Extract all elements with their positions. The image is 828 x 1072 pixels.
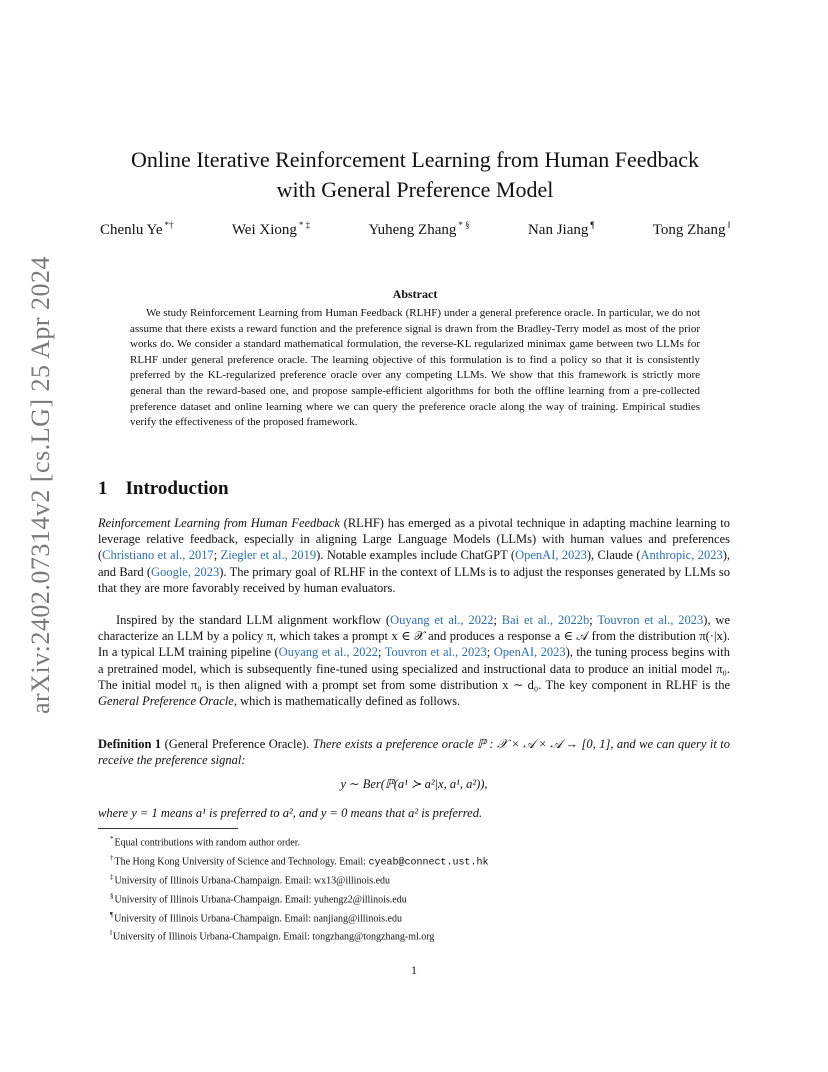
section-title: Introduction [125, 478, 229, 499]
text-run: Inspired by the standard LLM alignment workflow ( [116, 613, 391, 627]
definition-label: Definition 1 [98, 737, 162, 751]
arxiv-identifier-stamp [6, 255, 76, 715]
citation-link[interactable]: OpenAI, 2023 [493, 645, 566, 660]
footnote-item [110, 870, 710, 889]
footnote-text: University of Illinois Urbana-Champaign. Email: wx13@illinois.edu [114, 875, 391, 887]
text-run: ), we characterize an LLM by a policy π, which takes a prompt x ∈ 𝒳 and produces a response a ∈ 𝒜 from the distribution π(·|x). In a typical LLM training pipeline ( [98, 613, 730, 660]
citation-link[interactable]: Anthropic, 2023 [640, 548, 723, 563]
author-name: Tong Zhang [652, 222, 726, 238]
text-run: ; [213, 548, 221, 563]
author-marks: * § [458, 220, 470, 230]
citation-link[interactable]: Touvron et al., 2023 [597, 613, 704, 627]
author-name: Wei Xiong [231, 222, 297, 238]
author-marks: * ‡ [298, 220, 311, 230]
footnote-mark: ¶ [110, 910, 114, 919]
footnote-text: University of Illinois Urbana-Champaign. Email: nanjiang@illinois.edu [114, 912, 402, 924]
footnote-text: Equal contributions with random author order. [114, 837, 301, 849]
author-marks: *† [164, 220, 174, 230]
footnote-item [110, 889, 710, 908]
footnote-text: University of Illinois Urbana-Champaign. Email: tongzhang@tongzhang-ml.org [112, 931, 435, 943]
citation-link[interactable]: Ouyang et al., 2022 [390, 613, 494, 627]
footnotes [110, 832, 710, 945]
abstract-heading: Abstract [392, 287, 438, 301]
text-run: , which is mathematically defined as follows. [233, 694, 461, 709]
text-run: ), and Bard ( [98, 548, 731, 579]
author-name: Chenlu Ye [100, 222, 163, 238]
footnote-divider [98, 828, 238, 829]
citation-link[interactable]: Touvron et al., 2023 [384, 645, 487, 660]
definition-statement: There exists a preference oracle ℙ : 𝒳 × 𝒜 × 𝒜 → [0, 1], and we can query it to receive the preference signal: [98, 737, 730, 767]
text-run: ), Claude ( [586, 548, 641, 563]
text-run: ; [378, 645, 385, 660]
author-5 [653, 220, 730, 239]
citation-link[interactable]: Bai et al., 2022b [501, 613, 590, 627]
author-marks: ¶ [590, 220, 595, 230]
footnote-mark: * [110, 835, 114, 843]
definition-name: (General Preference Oracle). [161, 737, 313, 751]
citation-link[interactable]: Ouyang et al., 2022 [278, 645, 379, 660]
page-number: 1 [411, 963, 417, 977]
citation-link[interactable]: Christiano et al., 2017 [102, 548, 214, 563]
footnote-item [110, 926, 710, 945]
text-run: ; [589, 613, 598, 627]
author-2 [232, 220, 310, 239]
abstract-body: We study Reinforcement Learning from Human Feedback (RLHF) under a general preference oracle. In particular, we do not assume that there exists a reward function and the preference signal is drawn from the Bradley-Terry model as most of the prior works do. We consider a standard mathematical formulation, the reverse-KL regularized minimax game between two LLMs for RLHF under general preference oracle. The learning objective of this formulation is to find a policy so that it is consistently preferred by the KL-regularized preference oracle over any competing LLMs. We show that this framework is strictly more general than the reward-based one, and propose sample-efficient algorithms for both the offline learning from a pre-collected preference dataset and online learning where we can query the preference oracle along the way of training. Empirical studies verify the effectiveness of the proposed framework. [130, 307, 700, 429]
footnote-text: The Hong Kong University of Science and Technology. Email: [114, 855, 369, 867]
citation-link[interactable]: Google, 2023 [151, 564, 220, 579]
text-run: ). The primary goal of RLHF in the context of LLMs is to adjust the responses generated by LLMs so that they are more favorably received by human evaluators. [98, 564, 730, 595]
intro-paragraph-1 [98, 515, 730, 596]
footnote-mark: § [110, 891, 114, 900]
text-run: ; [486, 645, 494, 660]
author-list [100, 220, 730, 239]
footnote-item [110, 908, 710, 927]
text-run: ). Notable examples include ChatGPT ( [316, 548, 516, 563]
section-heading [98, 478, 229, 500]
title-line-2: with General Preference Model [276, 177, 554, 202]
definition-block [98, 736, 730, 768]
display-equation: y ∼ Ber(ℙ(a¹ ≻ a²|x, a¹, a²)), [340, 777, 488, 791]
paper-title [90, 145, 740, 205]
author-3 [368, 220, 469, 239]
emphasis-text: General Preference Oracle [98, 694, 234, 709]
footnote-text: University of Illinois Urbana-Champaign. Email: yuhengz2@illinois.edu [114, 894, 407, 906]
footnote-item [110, 832, 710, 851]
section-number: 1 [98, 478, 108, 499]
definition-continuation: where y = 1 means a¹ is preferred to a², and y = 0 means that a² is preferred. [98, 806, 483, 820]
text-run: (RLHF) has emerged as a pivotal technique in adapting machine learning to leverage relative feedback, especially in aligning Large Language Models (LLMs) with human values and preferences ( [98, 516, 731, 563]
author-name: Nan Jiang [527, 222, 589, 238]
emphasis-text: Reinforcement Learning from Human Feedback [98, 516, 340, 530]
author-marks: ‖ [727, 220, 730, 230]
author-name: Yuheng Zhang [368, 222, 457, 238]
text-run: ; [493, 613, 502, 627]
footnote-mark: ‡ [110, 873, 114, 882]
citation-link[interactable]: Ziegler et al., 2019 [220, 548, 317, 563]
author-4 [528, 220, 594, 239]
footnote-mark: † [110, 853, 114, 862]
footnote-mark: ‖ [110, 929, 112, 938]
intro-paragraph-2 [98, 612, 730, 709]
arxiv-stamp-text: arXiv:2402.07314v2 [cs.LG] 25 Apr 2024 [26, 255, 55, 715]
title-line-1: Online Iterative Reinforcement Learning from Human Feedback [130, 147, 700, 172]
text-run: ), the tuning process begins with a pretrained model, which is subsequently fine-tuned using specialized and instructional data to produce an initial model π₀. The initial model π₀ is then aligned with a prompt set from some distribution x ∼ d₀. The key component in RLHF is the [98, 645, 730, 692]
footnote-item [110, 851, 710, 871]
author-1 [100, 220, 174, 239]
footnote-email[interactable]: cyeab@connect.ust.hk [368, 856, 489, 868]
citation-link[interactable]: OpenAI, 2023 [515, 548, 587, 563]
